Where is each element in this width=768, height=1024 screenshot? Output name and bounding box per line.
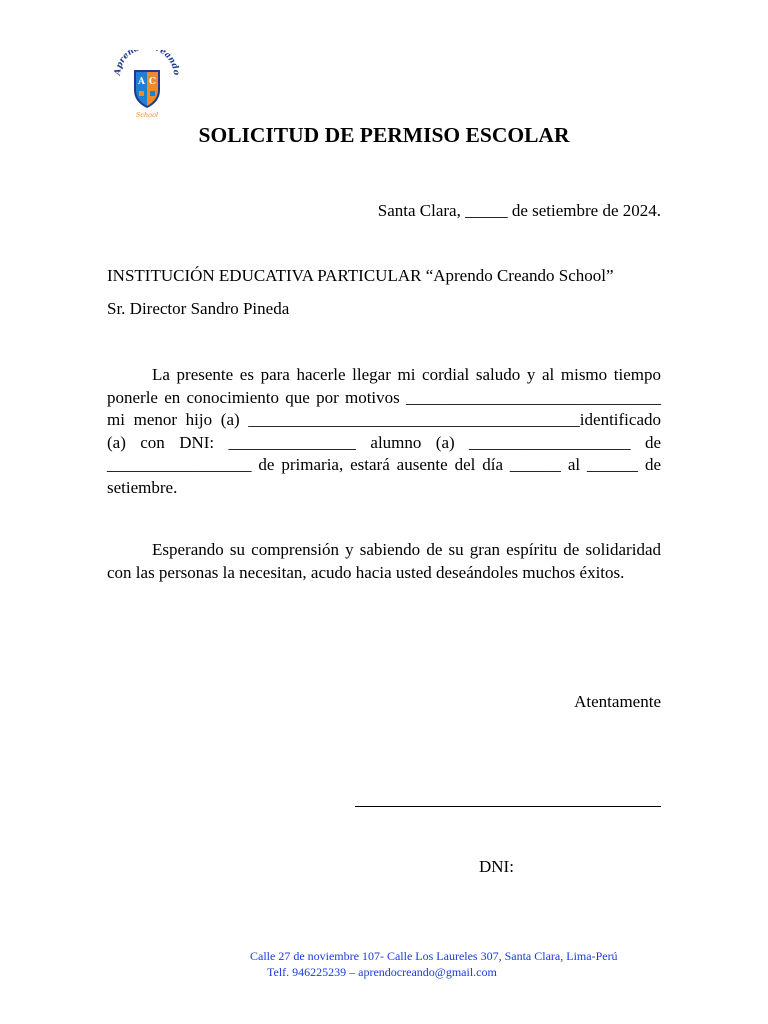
institution-line: INSTITUCIÓN EDUCATIVA PARTICULAR “Aprendo Creando School” — [107, 266, 614, 285]
date-line: Santa Clara, _____ de setiembre de 2024. — [377, 201, 661, 220]
svg-text:A: A — [138, 77, 145, 87]
svg-text:C: C — [148, 77, 157, 87]
school-crest-icon — [112, 50, 180, 122]
recipient-line: Sr. Director Sandro Pineda — [107, 299, 290, 318]
school-logo — [112, 50, 180, 122]
footer — [0, 948, 768, 980]
dni-label: DNI: — [479, 857, 514, 876]
closing-text: Atentamente — [574, 692, 661, 711]
signature-line — [355, 806, 661, 807]
paragraph-line: con las personas la necesitan, acudo hacia usted deseándoles muchos éxitos. — [107, 562, 625, 582]
logo-school-text: School — [135, 111, 159, 119]
paragraph-line: Esperando su comprensión y sabiendo de su gran espíritu de solidaridad — [152, 540, 661, 559]
paragraph-line: La presente es para hacerle llegar mi cordial saludo y al mismo tiempo — [152, 365, 661, 384]
footer-contact: Telf. 946225239 – aprendocreando@gmail.com — [267, 965, 497, 979]
paragraph-line: ponerle en conocimiento que por motivos ______________________________ — [107, 387, 661, 407]
paragraph-line: setiembre. — [107, 477, 178, 497]
paragraph-line: (a) con DNI: _______________ alumno (a) ___________________ de — [107, 432, 661, 452]
paragraph-line: mi menor hijo (a) _______________________________________identificado — [107, 410, 661, 430]
body-paragraph-1 — [107, 364, 661, 500]
paragraph-line: _________________ de primaria, estará ausente del día ______ al ______ de — [107, 455, 661, 475]
body-paragraph-2 — [107, 539, 661, 584]
logo-arc-text: Apren eand — [112, 50, 180, 76]
footer-address: Calle 27 de noviembre 107- Calle Los Laureles 307, Santa Clara, Lima-Perú — [250, 949, 618, 963]
document-title: SOLICITUD DE PERMISO ESCOLAR — [198, 123, 570, 147]
